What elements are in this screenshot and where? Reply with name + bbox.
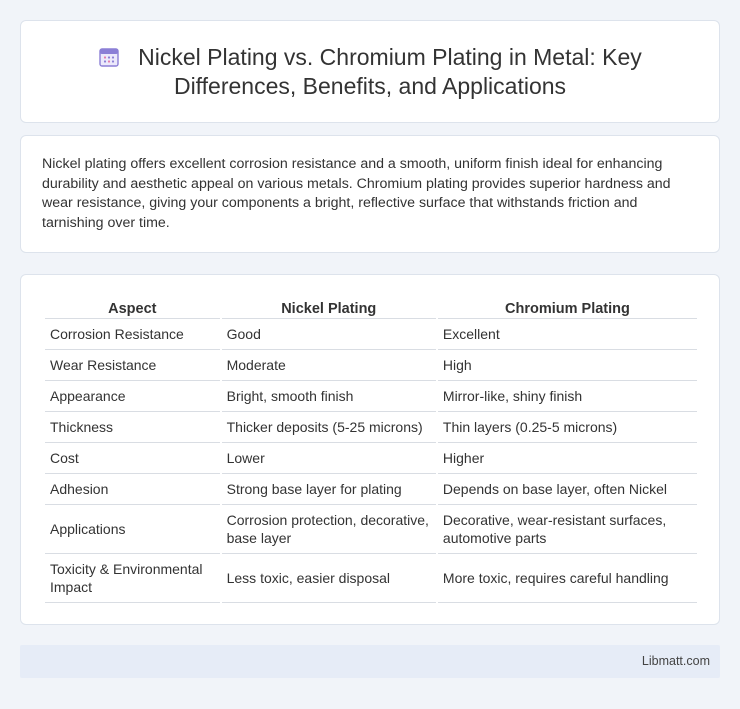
cell-aspect: Corrosion Resistance [45,319,220,350]
page-title: Nickel Plating vs. Chromium Plating in Metal: Key Differences, Benefits, and Applications [138,44,642,99]
cell-nickel: Moderate [222,350,436,381]
cell-aspect: Wear Resistance [45,350,220,381]
description-card [20,135,720,253]
footer-bar [20,645,720,678]
table-header-row [45,297,697,319]
description-text: Nickel plating offers excellent corrosion resistance and a smooth, uniform finish ideal for enhancing durability and aesthetic appeal on various metals. Chromium plating provides superior hardness and wear resistance, giving your components a bright, reflective surface that withstands friction and tarnishing over time. [42,156,671,231]
table-row [45,505,697,554]
footer-brand: Libmatt.com [641,654,710,668]
cell-aspect: Toxicity & Environmental Impact [45,554,220,603]
cell-chromium: More toxic, requires careful handling [438,554,697,603]
table-row [45,381,697,412]
table-row [45,474,697,505]
header-chromium: Chromium Plating [438,297,697,319]
page-title-wrap [21,43,719,101]
header-aspect: Aspect [45,297,220,319]
cell-chromium: Depends on base layer, often Nickel [438,474,697,505]
calendar-icon [98,46,120,68]
comparison-table [43,297,699,603]
cell-nickel: Strong base layer for plating [222,474,436,505]
cell-nickel: Lower [222,443,436,474]
cell-aspect: Applications [45,505,220,554]
table-row [45,350,697,381]
cell-aspect: Appearance [45,381,220,412]
header-nickel: Nickel Plating [222,297,436,319]
cell-aspect: Adhesion [45,474,220,505]
cell-chromium: Higher [438,443,697,474]
cell-nickel: Thicker deposits (5-25 microns) [222,412,436,443]
table-row [45,554,697,603]
cell-aspect: Cost [45,443,220,474]
comparison-table-card [20,274,720,625]
table-row [45,412,697,443]
cell-chromium: Excellent [438,319,697,350]
cell-chromium: Mirror-like, shiny finish [438,381,697,412]
table-row [45,319,697,350]
cell-nickel: Less toxic, easier disposal [222,554,436,603]
cell-nickel: Bright, smooth finish [222,381,436,412]
title-card [20,20,720,123]
cell-chromium: Thin layers (0.25-5 microns) [438,412,697,443]
cell-chromium: Decorative, wear-resistant surfaces, automotive parts [438,505,697,554]
cell-nickel: Good [222,319,436,350]
cell-aspect: Thickness [45,412,220,443]
cell-chromium: High [438,350,697,381]
cell-nickel: Corrosion protection, decorative, base layer [222,505,436,554]
table-row [45,443,697,474]
